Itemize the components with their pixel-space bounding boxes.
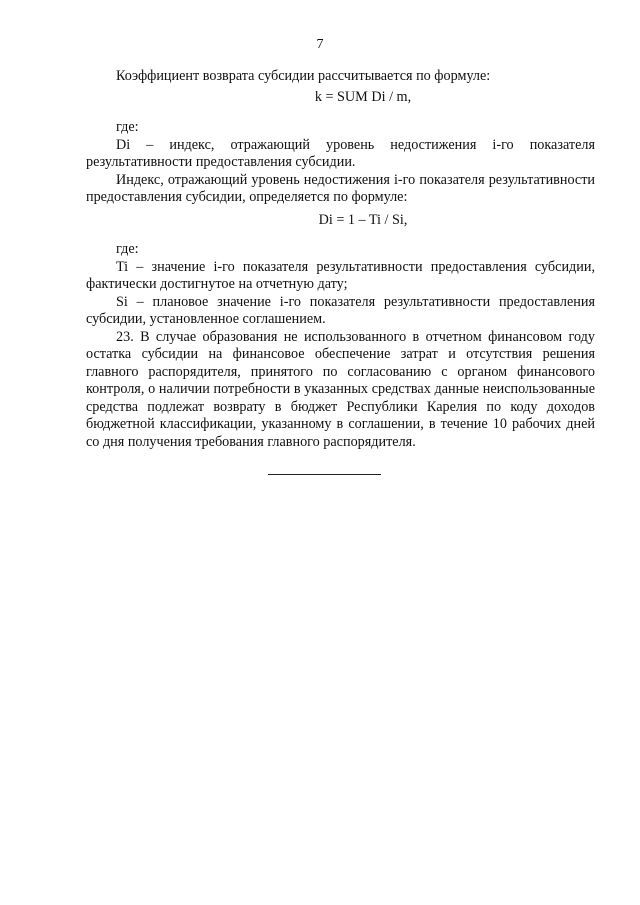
page-number: 7 (316, 37, 324, 52)
return-coefficient-formula: k = SUM Di / m, (314, 88, 412, 105)
end-divider-line (268, 474, 381, 475)
formula-intro-paragraph: Коэффициент возврата субсидии рассчитывается по формуле: (116, 68, 491, 84)
where-label-2: где: (116, 241, 139, 257)
where-label-1: где: (116, 119, 139, 135)
ti-definition-paragraph: Ti – значение i-го показателя результативности предоставления субсидии, фактически достигнутое на отчетную дату; (86, 258, 595, 292)
index-formula-intro-paragraph: Индекс, отражающий уровень недостижения i-го показателя результативности предоставления субсидии, определяется по формуле: (86, 171, 595, 205)
si-definition-paragraph: Si – плановое значение i-го показателя результативности предоставления субсидии, установленное соглашением. (86, 293, 595, 327)
di-definition-paragraph: Di – индекс, отражающий уровень недостижения i-го показателя результативности предоставления субсидии. (86, 136, 595, 170)
clause-23-paragraph: 23. В случае образования не использованного в отчетном финансовом году остатка субсидии на финансовое обеспечение затрат и отсутствия решения главного распорядителя, принятого по согласованию с органом финансового контроля, о наличии потребности в указанных средствах данные неиспользованные средства подлежат возврату в бюджет Республики Карелия по коду доходов бюджетной классификации, указанному в соглашении, в течение 10 рабочих дней со дня получения требования главного распорядителя. (86, 328, 595, 450)
document-body (86, 68, 595, 451)
index-formula: Di = 1 – Ti / Si, (318, 211, 408, 228)
